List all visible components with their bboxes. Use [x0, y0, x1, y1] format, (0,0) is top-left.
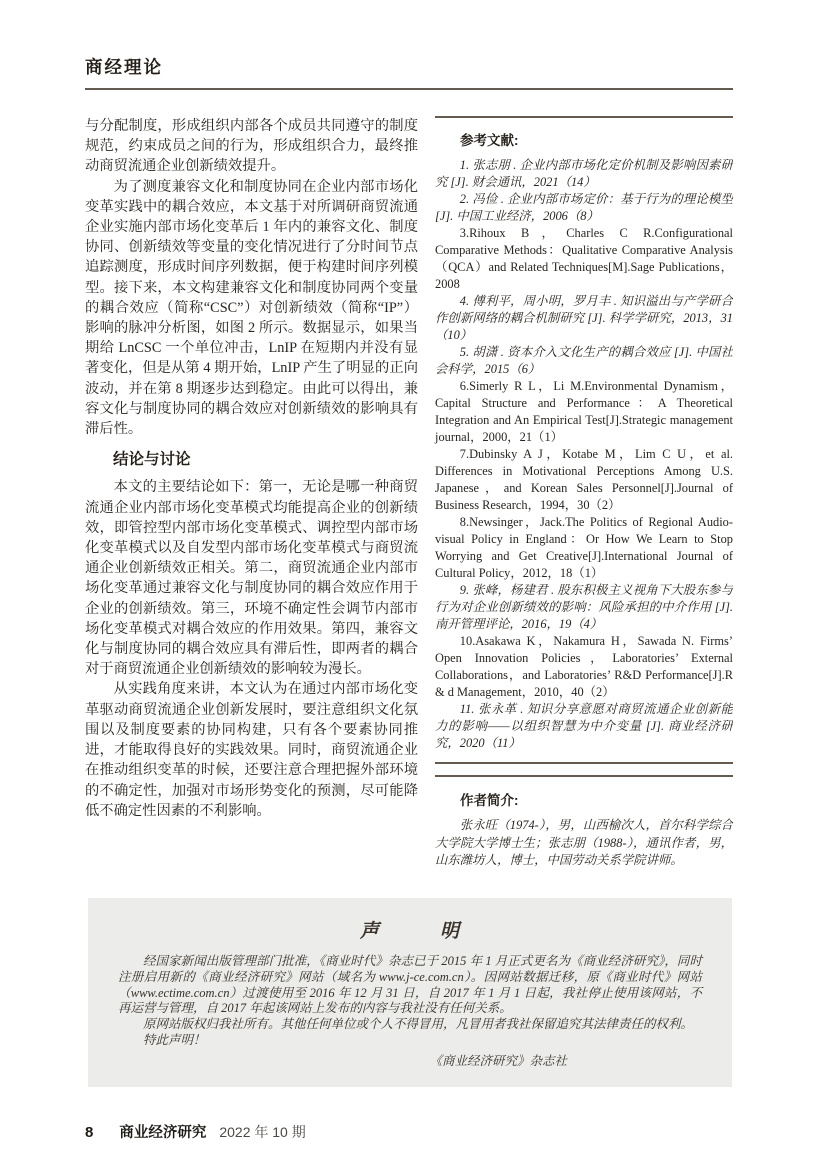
reference-item: 2. 冯俭 . 企业内部市场定价：基于行为的理论模型 [J]. 中国工业经济，2006（8） [435, 192, 733, 223]
reference-item: 6.Simerly R L，Li M.Environmental Dynamism，Capital Structure and Performance：A Theoretical Integration and An Empirical Test[J].Strategic management journal，2000，21（1） [435, 379, 733, 444]
reference-item: 1. 张志朋 . 企业内部市场化定价机制及影响因素研究 [J]. 财会通讯，2021（14） [435, 158, 733, 189]
body-paragraph: 为了测度兼容文化和制度协同在企业内部市场化变革实践中的耦合效应，本文基于对所调研商贸流通企业实施内部市场化变革后 1 年内的兼容文化、制度协同、创新绩效等变量的变化情况进行了分时间节点追踪测度，形成时间序列数据，便于构建时间序列模型。接下来，本文构建兼容文化和制度协同两个变量的耦合效应（简称“CSC”）对创新绩效（简称“IP”）影响的脉冲分析图，如图 2 所示。数据显示，如果当期给 LnCSC 一个单位冲击，LnIP 在短期内并没有显著变化，但是从第 4 期开始，LnIP 产生了明显的正向波动，并在第 8 期逐步达到稳定。由此可以得出，兼容文化与制度协同的耦合效应对创新绩效的影响具有滞后性。 [85, 178, 418, 438]
reference-item: 11. 张永革 . 知识分享意愿对商贸流通企业创新能力的影响——以组织智慧为中介变量 [J]. 商业经济研究，2020（11） [435, 702, 733, 750]
body-paragraph: 本文的主要结论如下：第一，无论是哪一种商贸流通企业内部市场化变革模式均能提高企业的创新绩效，即管控型内部市场化变革模式、调控型内部市场化变革模式以及自发型内部市场化变革模式与商贸流通企业创新绩效正相关。第二，商贸流通企业内部市场化变革通过兼容文化与制度协同的耦合效应作用于企业的创新绩效。第三，环境不确定性会调节内部市场化变革模式对耦合效应的作用效果。第四，兼容文化与制度协同的耦合效应具有滞后性，即两者的耦合对于商贸流通企业创新绩效的影响较为漫长。 [85, 479, 418, 678]
reference-item: 7.Dubinsky A J，Kotabe M，Lim C U，et al. Differences in Motivational Perceptions Among U.S. Japanese，and Korean Sales Personnel[J].Journal of Business Research，1994，30（2） [435, 447, 733, 512]
right-column [435, 116, 733, 876]
reference-item: 10.Asakawa K，Nakamura H，Sawada N. Firms’ Open Innovation Policies，Laboratories’ External Collaborations，and Laboratories’ R&D Performance[J].R & d Management，2010，40（2） [435, 634, 733, 699]
footer-issue-info: 2022 年 10 期 [219, 1123, 306, 1140]
author-bio-title: 作者简介: [460, 793, 519, 808]
statement-paragraph: 经国家新闻出版管理部门批准，《商业时代》杂志已于 2015 年 1 月正式更名为《商业经济研究》，同时注册启用新的《商业经济研究》网站（域名为 www.j-ce.com.cn）。因网站数据迁移，原《商业时代》网站（www.ectime.com.cn）过渡使用至 2016 年 12 月 31 日，自 2017 年 1 月 1 日起，我社停止使用该网站，不再运营与管理，自 2017 年起该网站上发布的内容与我社没有任何关系。 [118, 954, 702, 1016]
statement-paragraph: 原网站版权归我社所有。其他任何单位或个人不得冒用，凡冒用者我社保留追究其法律责任的权利。 [143, 1017, 694, 1032]
body-paragraph: 与分配制度，形成组织内部各个成员共同遵守的制度规范，约束成员之间的行为，形成组织合力，最终推动商贸流通企业创新绩效提升。 [85, 118, 418, 175]
statement-paragraph: 特此声明！ [143, 1032, 206, 1047]
page-header [85, 54, 733, 90]
reference-item: 9. 张峰，杨建君 . 股东积极主义视角下大股东参与行为对企业创新绩效的影响：风险承担的中介作用 [J]. 南开管理评论，2016，19（4） [435, 583, 733, 631]
author-bio-section [435, 775, 733, 876]
reference-item: 4. 傅利平，周小明，罗月丰 . 知识溢出与产学研合作创新网络的耦合机制研究 [J]. 科学学研究，2013，31（10） [435, 294, 733, 342]
page-footer [85, 1121, 733, 1142]
section-header-title: 商经理论 [85, 57, 163, 77]
statement-signature: 《商业经济研究》杂志社 [429, 1053, 567, 1068]
footer-journal-name: 商业经济研究 [119, 1124, 207, 1141]
statement-title: 声 明 [359, 921, 460, 942]
left-column [85, 116, 418, 876]
reference-item: 5. 胡潇 . 资本介入文化生产的耦合效应 [J]. 中国社会科学，2015（6） [435, 345, 733, 376]
references-list [435, 157, 733, 752]
section-heading-conclusion: 结论与讨论 [113, 451, 191, 469]
article-body [85, 116, 733, 876]
statement-box [88, 898, 732, 1087]
body-paragraph: 从实践角度来讲，本文认为在通过内部市场化变革驱动商贸流通企业创新发展时，要注意组织文化氛围以及制度要素的协同构建，只有各个要素协同推进，才能取得良好的实践效果。同时，商贸流通企业在推动组织变革的时候，还要注意合理把握外部环境的不确定性，加强对市场形势变化的预测，尽可能降低不确定性因素的不利影响。 [85, 681, 418, 819]
page-number: 8 [85, 1123, 94, 1141]
references-section [435, 116, 733, 764]
header-rule [85, 88, 733, 90]
references-title: 参考文献: [460, 133, 519, 148]
author-bio-text: 张永旺（1974-），男，山西榆次人，首尔科学综合大学院大学博士生；张志朋（1988-），通讯作者，男，山东潍坊人，博士，中国劳动关系学院讲师。 [435, 818, 733, 867]
reference-item: 8.Newsinger，Jack.The Politics of Regional Audio-visual Policy in England：Or How We Learn to Stop Worrying and Get Creative[J].International Journal of Cultural Policy，2012，18（1） [435, 515, 733, 580]
reference-item: 3.Rihoux B，Charles C R.Configurational Comparative Methods：Qualitative Comparative Analysis （QCA）and Related Techniques[M].Sage Publications，2008 [435, 226, 733, 291]
